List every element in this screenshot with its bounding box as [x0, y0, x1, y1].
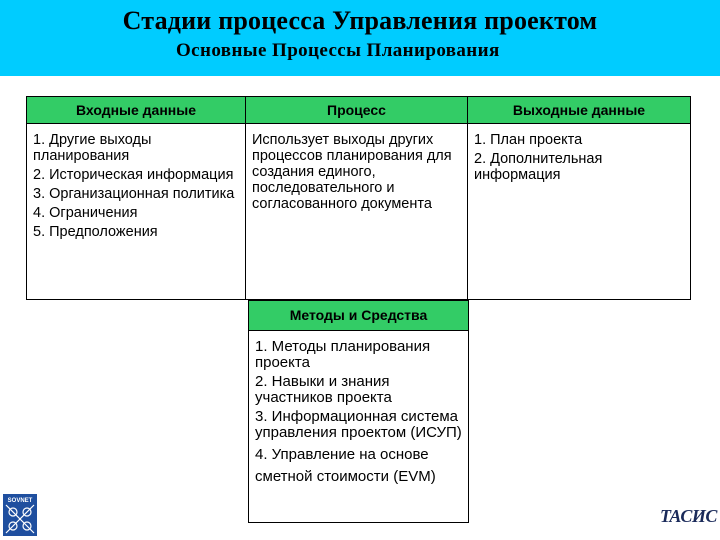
method-item: 4. Управление на основе сметной стоимости (EVM) — [255, 446, 436, 485]
header-methods: Методы и Средства — [248, 300, 469, 331]
methods-cell — [248, 330, 469, 523]
header-process: Процесс — [245, 96, 468, 124]
header-outputs: Выходные данные — [467, 96, 691, 124]
output-item: 1. План проекта — [474, 132, 583, 148]
input-item: 5. Предположения — [33, 224, 158, 240]
tacis-logo: ТАСИС — [660, 506, 717, 526]
method-item: 1. Методы планирования проекта — [255, 338, 431, 371]
process-cell — [245, 123, 468, 300]
method-item: 2. Навыки и знания участников проекта — [255, 373, 392, 406]
input-item: 3. Организационная политика — [33, 186, 235, 202]
method-item: 3. Информационная система управления проектом (ИСУП) — [255, 408, 462, 441]
output-item: 2. Дополнительная информация — [474, 151, 603, 183]
inputs-cell — [26, 123, 246, 300]
process-text: Использует выходы других процессов планирования для создания единого, последовательного и согласованного документа — [252, 132, 452, 212]
outputs-cell — [467, 123, 691, 300]
header-inputs: Входные данные — [26, 96, 246, 124]
page-title: Стадии процесса Управления проектом — [122, 6, 598, 35]
input-item: 2. Историческая информация — [33, 167, 234, 183]
sovnet-logo — [3, 494, 37, 536]
sovnet-logo-text: SOVNET — [7, 498, 33, 504]
input-item: 1. Другие выходы планирования — [33, 132, 152, 164]
page-subtitle: Основные Процессы Планирования — [176, 40, 500, 61]
input-item: 4. Ограничения — [33, 205, 138, 221]
